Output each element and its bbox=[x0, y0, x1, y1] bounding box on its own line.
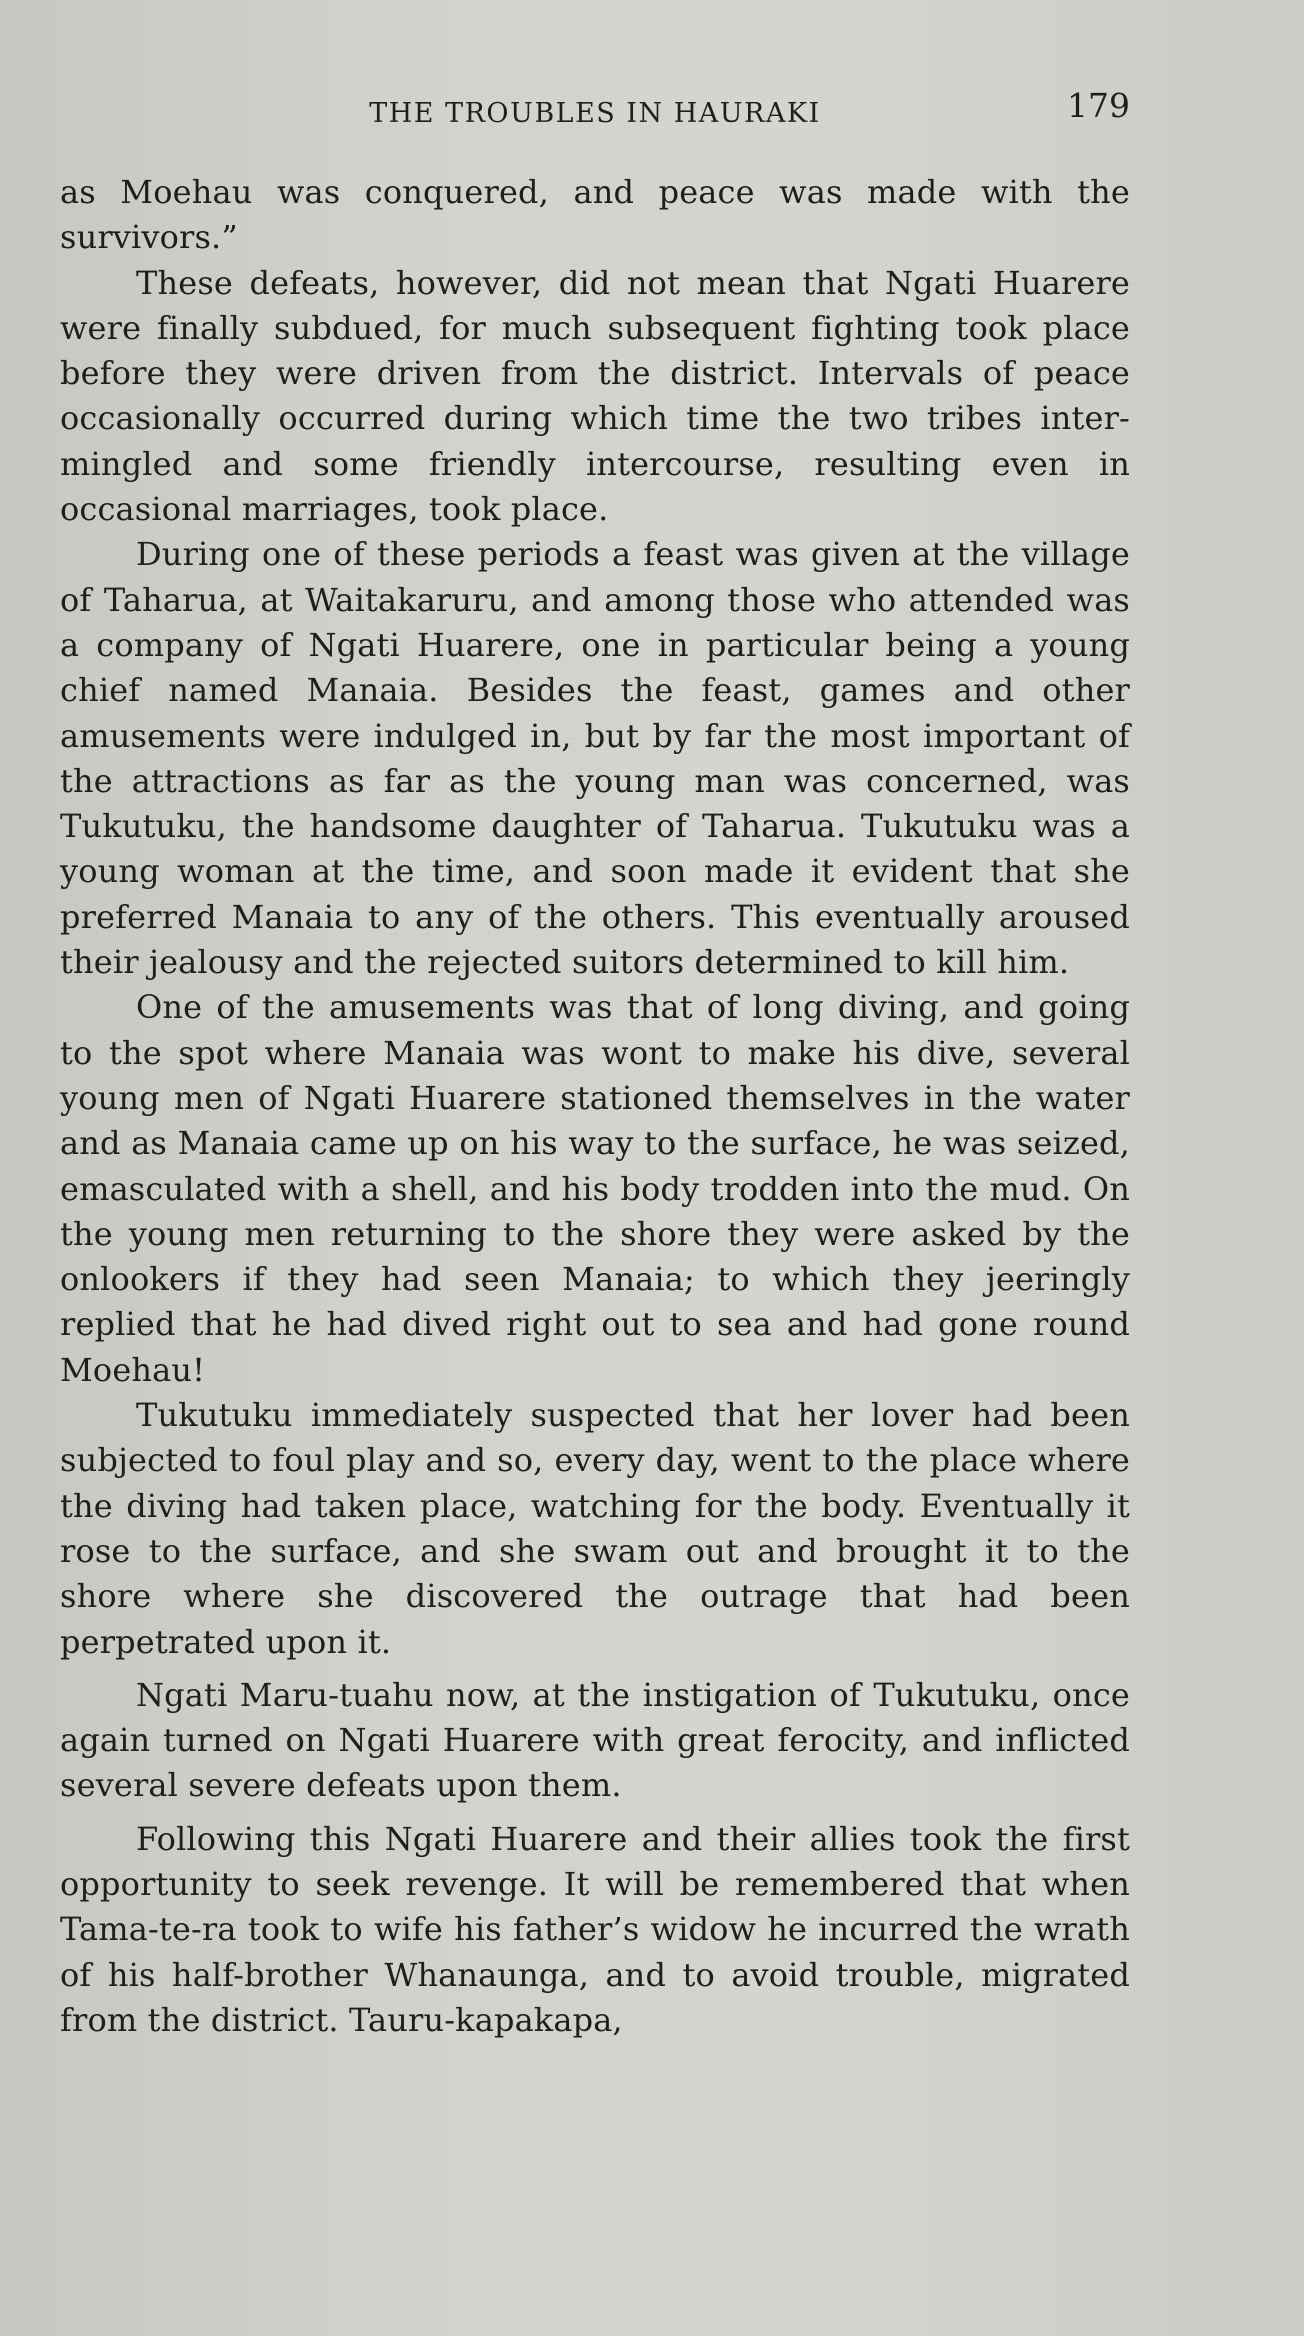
page-number: 179 bbox=[1067, 86, 1130, 125]
paragraph-continuation: as Moehau was conquered, and peace was made with the survivors.” bbox=[60, 173, 1130, 257]
running-title: THE TROUBLES IN HAURAKI bbox=[369, 98, 821, 129]
paragraph: These defeats, however, did not mean that Ngati Huarere were finally subdued, for much subsequent fighting took place before they were driven from the district. Intervals of peace occasionally occurred during which time the two tribes inter-mingled and some friendly intercourse, resulting even in occasional marriages, took place. bbox=[60, 263, 1130, 529]
paragraph: Ngati Maru-tuahu now, at the instigation of Tukutuku, once again turned on Ngati Huarere with great ferocity, and inflicted several severe defeats upon them. bbox=[60, 1675, 1130, 1805]
running-head bbox=[60, 86, 1130, 136]
paragraph: One of the amusements was that of long diving, and going to the spot where Manaia was wont to make his dive, several young men of Ngati Huarere stationed themselves in the water and as Manaia came up on his way to the surface, he was seized, emasculated with a shell, and his body trodden into the mud. On the young men returning to the shore they were asked by the onlookers if they had seen Manaia; to which they jeeringly replied that he had dived right out to sea and had gone round Moehau! bbox=[60, 988, 1130, 1389]
paragraph: Tukutuku immediately suspected that her lover had been subjected to foul play and so, every day, went to the place where the diving had taken place, watching for the body. Eventually it rose to the surface, and she swam out and brought it to the shore where she discovered the outrage that had been perpetrated upon it. bbox=[60, 1396, 1130, 1661]
paragraph: During one of these periods a feast was given at the village of Taharua, at Waitakaruru, and among those who attended was a company of Ngati Huarere, one in particular being a young chief named Manaia. Besides the feast, games and other amusements were indulged in, but by far the most important of the attractions as far as the young man was concerned, was Tukutuku, the handsome daughter of Taharua. Tukutuku was a young woman at the time, and soon made it evident that she preferred Manaia to any of the others. This eventually aroused their jealousy and the rejected suitors determined to kill him. bbox=[60, 535, 1130, 982]
paragraph: Following this Ngati Huarere and their allies took the first opportunity to seek revenge. It will be remembered that when Tama-te-ra took to wife his father’s widow he incurred the wrath of his half-brother Whanaunga, and to avoid trouble, migrated from the district. Tauru-kapakapa, bbox=[60, 1819, 1130, 2039]
body-text bbox=[60, 170, 1130, 2043]
